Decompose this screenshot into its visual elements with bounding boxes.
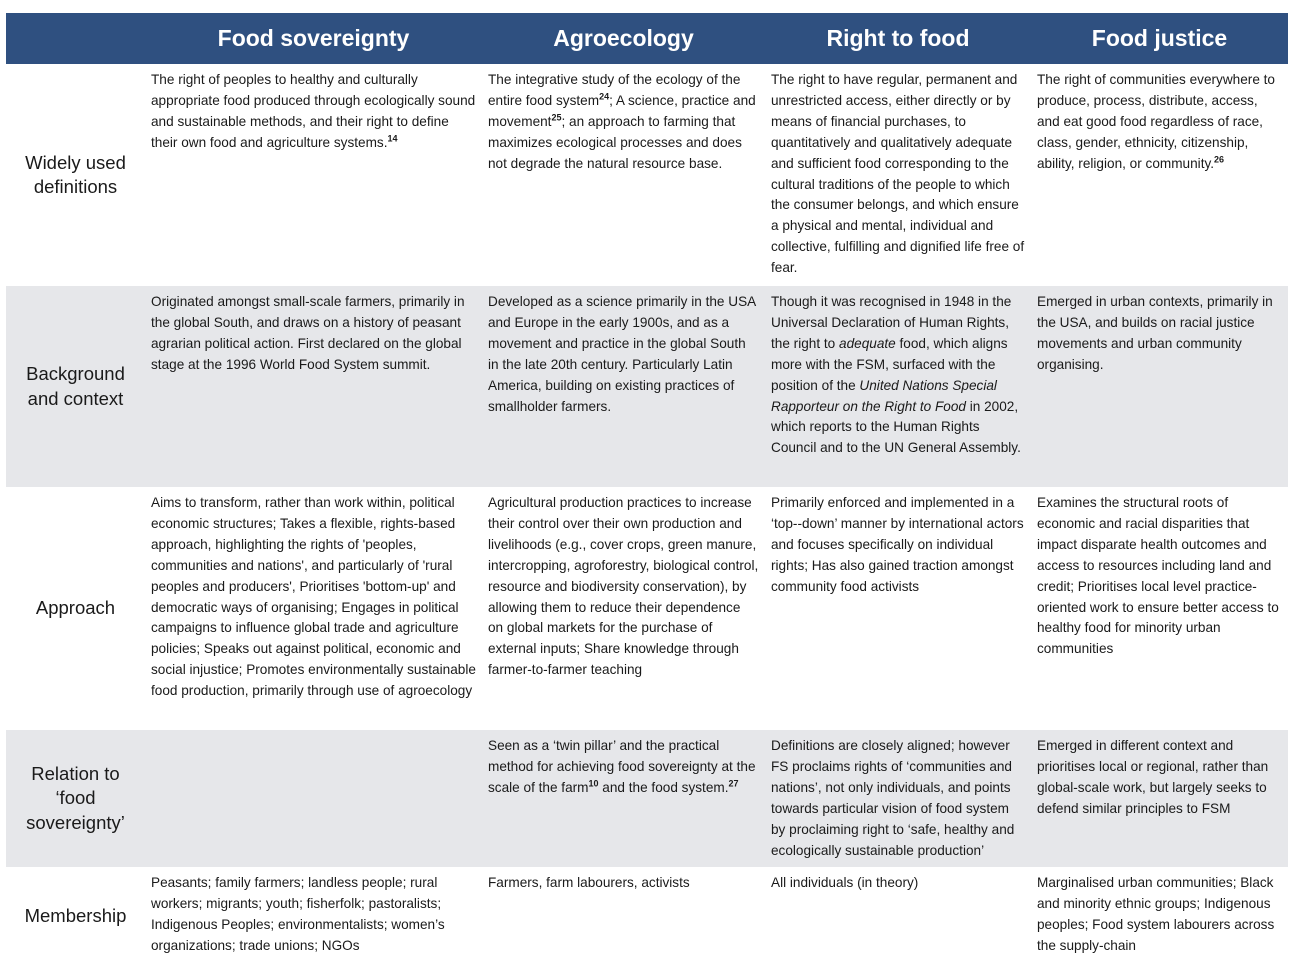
row-background <box>6 286 1288 487</box>
row-membership <box>6 867 1288 966</box>
cell-agroecology: Farmers, farm labourers, activists <box>488 875 690 890</box>
row-approach <box>6 487 1288 730</box>
header-corner <box>6 13 145 64</box>
cell-right-to-food: Definitions are closely aligned; however FS proclaims rights of ‘communities and nations’, not only individuals, and points towards particular vision of food system by proclaiming right to ‘safe, healthy and ecologically sustainable production’ <box>771 738 1015 858</box>
cell-food-sovereignty <box>145 730 482 867</box>
cell-food-justice: Examines the structural roots of economic and racial disparities that impact disparate health outcomes and access to resources including land and credit; Prioritises local level practice-oriented work to ensure better access to healthy food for minority urban communities <box>1037 495 1279 657</box>
row-label: Approach <box>35 597 116 619</box>
cell-right-to-food: Primarily enforced and implemented in a ‘top--down’ manner by international actors and focuses specifically on individual rights; Has also gained traction amongst community food activists <box>771 495 1024 594</box>
cell-food-sovereignty: The right of peoples to healthy and culturally appropriate food produced through ecologically sound and sustainable methods, and their right to define their own food and agriculture systems.$^{14}$ <box>151 72 476 150</box>
cell-agroecology: Agricultural production practices to increase their control over their own production and livelihoods (e.g., cover crops, green manure, intercropping, agroforestry, biological control, resource and biodiversity conservation), by allowing them to reduce their dependence on global markets for the purchase of external inputs; Share knowledge through farmer-to-farmer teaching <box>488 495 759 678</box>
cell-food-justice: Emerged in urban contexts, primarily in the USA, and builds on racial justice movements and urban community organising. <box>1037 294 1273 372</box>
cell-agroecology: The integrative study of the ecology of the entire food system$^{24}$; A science, practice and movement$^{25}$; an approach to farming that maximizes ecological processes and does not degrade the natural resource base. <box>488 72 756 171</box>
row-definitions <box>6 64 1288 286</box>
header-right-to-food: Right to food <box>826 25 970 51</box>
cell-right-to-food: Though it was recognised in 1948 in the Universal Declaration of Human Rights, the right to adequate food, which aligns more with the FSM, surfaced with the position of the United Nations Special Rapporteur on the Right to Food in 2002, which reports to the Human Rights Council and to the UN General Assembly. <box>771 294 1021 456</box>
cell-right-to-food: All individuals (in theory) <box>771 875 919 890</box>
comparison-table <box>6 13 1288 966</box>
cell-food-justice: Emerged in different context and prioritises local or regional, rather than global-scale work, but largely seeks to defend similar principles to FSM <box>1037 738 1269 816</box>
header-food-justice: Food justice <box>1091 25 1228 51</box>
cell-agroecology: Seen as a ‘twin pillar’ and the practical method for achieving food sovereignty at the scale of the farm$^{10}$ and the food system.$^{27}$ <box>488 738 756 795</box>
row-label: Widely used definitions <box>25 151 126 197</box>
cell-food-justice: The right of communities everywhere to produce, process, distribute, access, and eat good food regardless of race, class, gender, ethnicity, citizenship, ability, religion, or community.$^{26}$ <box>1037 72 1275 171</box>
row-label: Relation to ‘food sovereignty’ <box>26 762 125 833</box>
row-label: Membership <box>24 905 127 927</box>
cell-food-sovereignty: Aims to transform, rather than work within, political economic structures; Takes a flexible, rights-based approach, highlighting the rights of 'peoples, communities and nations', and particularly of 'rural peoples and producers', Prioritises 'bottom-up' and democratic ways of organising; Engages in political campaigns to influence global trade and agriculture policies; Speaks out against political, economic and social injustice; Promotes environmentally sustainable food production, primarily through use of agroecology <box>151 495 476 699</box>
table-header <box>6 13 1288 64</box>
header-food-sovereignty: Food sovereignty <box>217 25 410 51</box>
cell-right-to-food: The right to have regular, permanent and unrestricted access, either directly or by means of financial purchases, to quantitatively and qualitatively adequate and sufficient food corresponding to the cultural traditions of the people to which the consumer belongs, and which ensure a physical and mental, individual and collective, fulfilling and dignified life free of fear. <box>771 72 1025 276</box>
header-agroecology: Agroecology <box>553 25 694 51</box>
cell-food-justice: Marginalised urban communities; Black and minority ethnic groups; Indigenous peoples; Food system labourers across the supply-chain <box>1037 875 1275 953</box>
cell-agroecology: Developed as a science primarily in the USA and Europe in the early 1900s, and as a movement and practice in the global South in the late 20th century. Particularly Latin America, building on existing practices of smallholder farmers. <box>488 294 756 414</box>
row-relation <box>6 730 1288 867</box>
cell-food-sovereignty: Originated amongst small-scale farmers, primarily in the global South, and draws on a history of peasant agrarian political action. First declared on the global stage at the 1996 World Food System summit. <box>151 294 465 372</box>
row-label: Background and context <box>26 363 125 409</box>
cell-food-sovereignty: Peasants; family farmers; landless people; rural workers; migrants; youth; fisherfolk; pastoralists; Indigenous Peoples; environmentalists; women’s organizations; trade unions; NGOs <box>151 875 445 953</box>
